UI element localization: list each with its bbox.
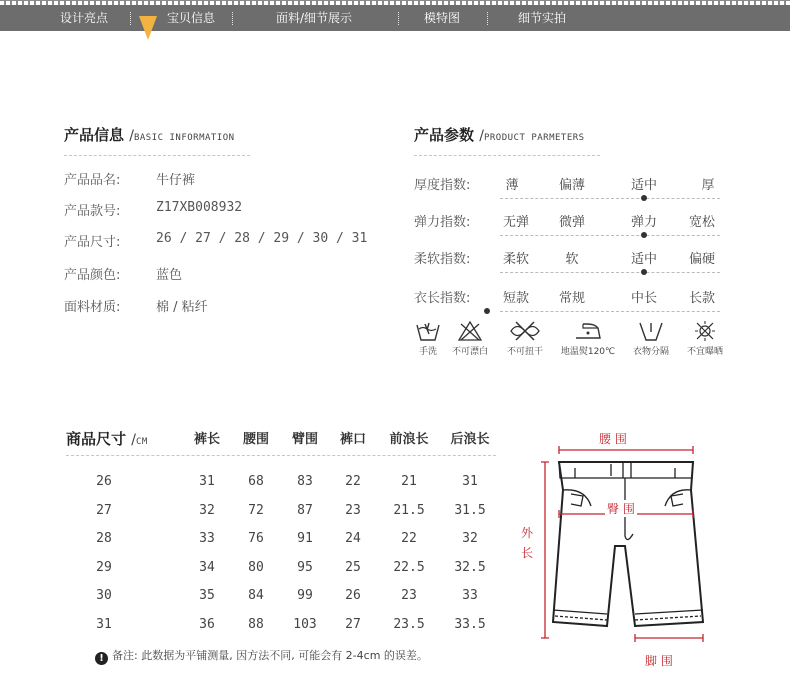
param-option: 中长 — [630, 291, 657, 306]
care-label: 不可扭干 — [506, 347, 543, 357]
no-sun-care — [680, 320, 730, 357]
care-label: 不宜曝晒 — [686, 347, 723, 357]
param-option: 偏硬 — [688, 252, 715, 267]
param-label: 衣长指数: — [414, 291, 471, 306]
param-option: 适中 — [630, 252, 657, 267]
measurement-cell: 33 — [462, 588, 478, 603]
size-cell: 28 — [96, 531, 112, 546]
params-title: 产品参数 — [414, 126, 475, 144]
param-option: 软 — [565, 252, 579, 267]
measurement-cell: 23 — [345, 502, 361, 518]
no-wring-care — [500, 320, 550, 357]
section-nav — [0, 5, 790, 31]
measurement-cell: 26 — [345, 588, 361, 603]
no-wring-icon — [508, 320, 542, 342]
table-note — [95, 647, 428, 665]
size-cell: 30 — [96, 588, 112, 603]
info-label: 产品款号: — [64, 204, 121, 219]
measurement-cell: 68 — [248, 474, 264, 489]
length-label-2: 长 — [521, 546, 534, 560]
tab-detail-photos[interactable]: 细节实拍 — [517, 11, 566, 25]
heading-rule — [64, 155, 250, 156]
param-indicator-dot — [641, 269, 647, 275]
size-table-title: 商品尺寸 — [66, 430, 127, 448]
iron-icon — [573, 320, 603, 342]
measurement-cell: 23 — [401, 588, 417, 603]
hand-wash-icon — [415, 320, 441, 342]
no-sun-icon — [693, 320, 717, 342]
care-label: 手洗 — [418, 347, 437, 357]
info-value-color: 蓝色 — [156, 268, 183, 283]
measurement-cell: 95 — [297, 559, 313, 575]
measurement-cell: 80 — [248, 559, 264, 575]
param-option: 宽松 — [688, 215, 715, 230]
param-label: 弹力指数: — [414, 215, 471, 230]
measurement-cell: 72 — [248, 502, 264, 518]
measurement-cell: 99 — [297, 588, 313, 603]
size-cell: 27 — [96, 502, 112, 518]
measurement-cell: 36 — [199, 616, 215, 632]
hand-wash-care — [412, 320, 444, 357]
info-label: 产品尺寸: — [64, 235, 121, 250]
tab-model-photos[interactable]: 模特图 — [423, 11, 460, 25]
measurement-cell: 31 — [199, 474, 215, 489]
heading-slash: / — [479, 128, 484, 144]
separate-wash-icon — [636, 320, 666, 342]
care-label: 不可漂白 — [451, 347, 488, 357]
hip-label: 臀 围 — [607, 502, 635, 516]
measurement-cell: 31 — [462, 474, 478, 489]
param-indicator-dot — [484, 308, 490, 314]
param-scale-line — [500, 272, 720, 273]
info-label: 产品品名: — [64, 173, 121, 188]
param-option: 柔软 — [502, 252, 529, 267]
info-title-en: BASIC INFORMATION — [133, 133, 235, 143]
shorts-outline-icon — [515, 426, 715, 676]
measurement-cell: 33.5 — [454, 616, 486, 632]
low-iron-care — [554, 320, 622, 357]
col-header: 裤口 — [339, 432, 366, 447]
no-bleach-care — [446, 320, 494, 357]
active-tab-indicator-icon — [139, 16, 157, 40]
nav-divider — [487, 12, 488, 25]
measurement-cell: 31.5 — [454, 502, 486, 518]
col-header: 后浪长 — [450, 432, 490, 447]
size-table-unit: CM — [135, 437, 148, 447]
tab-product-info[interactable]: 宝贝信息 — [166, 11, 215, 25]
info-title: 产品信息 — [64, 126, 125, 144]
param-indicator-dot — [641, 232, 647, 238]
param-scale-line — [500, 198, 720, 199]
measurement-cell: 33 — [199, 531, 215, 546]
info-value-sizes: 26 / 27 / 28 / 29 / 30 / 31 — [156, 231, 368, 246]
param-option: 无弹 — [502, 215, 529, 230]
param-indicator-dot — [641, 195, 647, 201]
params-heading — [414, 124, 585, 145]
measurement-cell: 32.5 — [454, 559, 486, 575]
waist-label: 腰 围 — [599, 432, 627, 446]
heading-rule — [414, 155, 600, 156]
info-value-sku: Z17XB008932 — [156, 200, 243, 215]
care-label: 地温熨120℃ — [560, 347, 616, 357]
separate-wash-care — [626, 320, 676, 357]
measurement-cell: 34 — [199, 559, 215, 575]
measurement-cell: 21.5 — [393, 502, 425, 518]
param-option: 长款 — [688, 291, 715, 306]
measurement-cell: 22.5 — [393, 559, 425, 575]
exclamation-icon: ! — [95, 652, 108, 665]
heading-slash: / — [129, 128, 134, 144]
size-cell: 26 — [96, 474, 112, 489]
nav-divider — [232, 12, 233, 25]
info-label: 产品颜色: — [64, 268, 121, 283]
param-option: 短款 — [502, 291, 529, 306]
measurement-cell: 32 — [199, 502, 215, 518]
col-header: 腰围 — [242, 432, 269, 447]
param-scale-line — [500, 235, 720, 236]
measurement-cell: 32 — [462, 531, 478, 546]
col-header: 前浪长 — [389, 432, 429, 447]
tab-design-highlights[interactable]: 设计亮点 — [59, 11, 108, 25]
measurement-cell: 27 — [345, 616, 361, 632]
param-label: 厚度指数: — [414, 178, 471, 193]
measurement-cell: 87 — [297, 502, 313, 518]
param-option: 偏薄 — [558, 178, 585, 193]
care-label: 衣物分隔 — [632, 347, 669, 357]
col-header: 臂围 — [291, 432, 318, 447]
measurement-cell: 24 — [345, 531, 361, 546]
measurement-cell: 35 — [199, 588, 215, 603]
measurement-cell: 84 — [248, 588, 264, 603]
info-value-name: 牛仔裤 — [156, 173, 196, 188]
info-value-material: 棉 / 粘纤 — [156, 300, 208, 315]
param-option: 厚 — [701, 178, 715, 193]
param-option: 弹力 — [630, 215, 657, 230]
nav-divider — [130, 12, 131, 25]
measurement-cell: 21 — [401, 474, 417, 489]
size-cell: 31 — [96, 616, 112, 632]
param-option: 常规 — [558, 291, 585, 306]
param-label: 柔软指数: — [414, 252, 471, 267]
col-header: 裤长 — [193, 432, 220, 447]
measurement-cell: 25 — [345, 559, 361, 575]
param-option: 微弹 — [558, 215, 585, 230]
measurement-cell: 88 — [248, 616, 264, 632]
hem-label: 脚 围 — [645, 654, 673, 668]
info-heading — [64, 124, 235, 145]
size-table-heading — [66, 428, 148, 449]
table-rule — [66, 455, 496, 456]
params-title-en: PRODUCT PARMETERS — [483, 133, 585, 143]
note-text: 备注: 此数据为平铺测量, 因方法不同, 可能会有 2-4cm 的误差。 — [112, 649, 428, 662]
shorts-diagram — [515, 426, 715, 676]
measurement-cell: 76 — [248, 531, 264, 546]
measurement-cell: 83 — [297, 474, 313, 489]
measurement-cell: 91 — [297, 531, 313, 546]
param-option: 薄 — [505, 178, 519, 193]
param-option: 适中 — [630, 178, 657, 193]
measurement-cell: 103 — [293, 616, 317, 632]
nav-divider — [398, 12, 399, 25]
param-scale-line — [500, 311, 720, 312]
size-cell: 29 — [96, 559, 112, 575]
tab-fabric-details[interactable]: 面料/细节展示 — [275, 11, 353, 25]
length-label-1: 外 — [521, 526, 534, 540]
measurement-cell: 22 — [345, 474, 361, 489]
info-label: 面料材质: — [64, 300, 121, 315]
measurement-cell: 22 — [401, 531, 417, 546]
no-bleach-icon — [457, 320, 483, 342]
measurement-cell: 23.5 — [393, 616, 425, 632]
heading-slash: / — [131, 432, 136, 448]
